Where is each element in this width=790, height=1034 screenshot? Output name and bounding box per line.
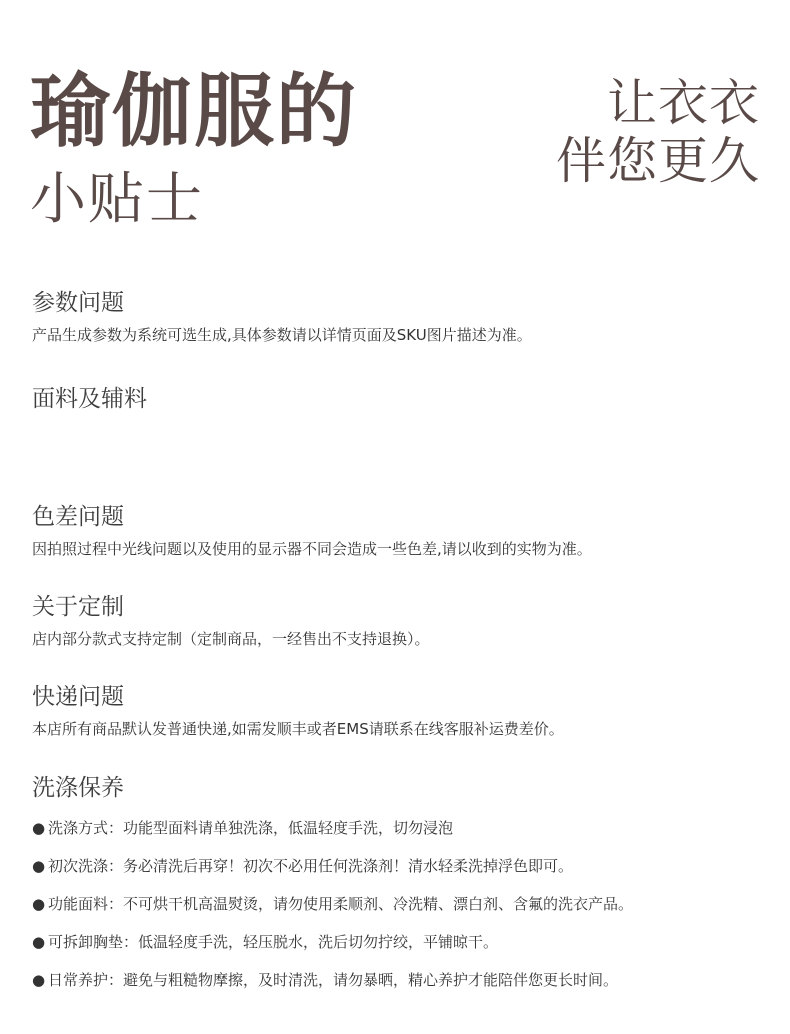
section-title: 快递问题 xyxy=(32,684,124,710)
section-title: 关于定制 xyxy=(32,594,124,620)
section-customization xyxy=(32,592,772,650)
care-list xyxy=(32,817,772,991)
title-sub: 小贴士 xyxy=(30,167,204,232)
section-text: 本店所有商品默认发普通快递,如需发顺丰或者EMS请联系在线客服补运费差价。 xyxy=(32,720,564,738)
care-item xyxy=(32,817,772,839)
bullet-icon: ● xyxy=(32,819,46,837)
section-title: 洗涤保养 xyxy=(32,775,124,801)
care-item-text: 初次洗涤：务必清洗后再穿！初次不必用任何洗涤剂！清水轻柔洗掉浮色即可。 xyxy=(48,857,574,875)
section-title: 面料及辅料 xyxy=(32,386,147,412)
care-item-text: 洗涤方式：功能型面料请单独洗涤，低温轻度手洗，切勿浸泡 xyxy=(48,819,454,837)
care-item xyxy=(32,893,772,915)
section-color-difference xyxy=(32,502,772,560)
section-parameters xyxy=(32,288,772,346)
section-text: 店内部分款式支持定制（定制商品，一经售出不支持退换）。 xyxy=(32,630,430,648)
bullet-icon: ● xyxy=(32,895,46,913)
section-text: 因拍照过程中光线问题以及使用的显示器不同会造成一些色差,请以收到的实物为准。 xyxy=(32,540,592,558)
section-fabric xyxy=(32,384,772,414)
slogan-line-1: 让衣衣 xyxy=(607,74,760,132)
care-item-text: 日常养护：避免与粗糙物摩擦，及时清洗，请勿暴晒，精心养护才能陪伴您更长时间。 xyxy=(48,971,619,989)
section-title: 色差问题 xyxy=(32,504,124,530)
care-item-text: 可拆卸胸垫：低温轻度手洗，轻压脱水，洗后切勿拧绞，平铺晾干。 xyxy=(48,933,499,951)
care-item xyxy=(32,931,772,953)
bullet-icon: ● xyxy=(32,933,46,951)
care-item xyxy=(32,969,772,991)
section-care xyxy=(32,773,772,1007)
section-text: 产品生成参数为系统可选生成,具体参数请以详情页面及SKU图片描述为准。 xyxy=(32,326,532,344)
bullet-icon: ● xyxy=(32,857,46,875)
title-main: 瑜伽服的 xyxy=(30,65,358,158)
care-item xyxy=(32,855,772,877)
section-title: 参数问题 xyxy=(32,290,124,316)
bullet-icon: ● xyxy=(32,971,46,989)
care-item-text: 功能面料：不可烘干机高温熨烫，请勿使用柔顺剂、冷洗精、漂白剂、含氟的洗衣产品。 xyxy=(48,895,634,913)
slogan-line-2: 伴您更久 xyxy=(556,132,760,190)
section-shipping xyxy=(32,682,772,740)
